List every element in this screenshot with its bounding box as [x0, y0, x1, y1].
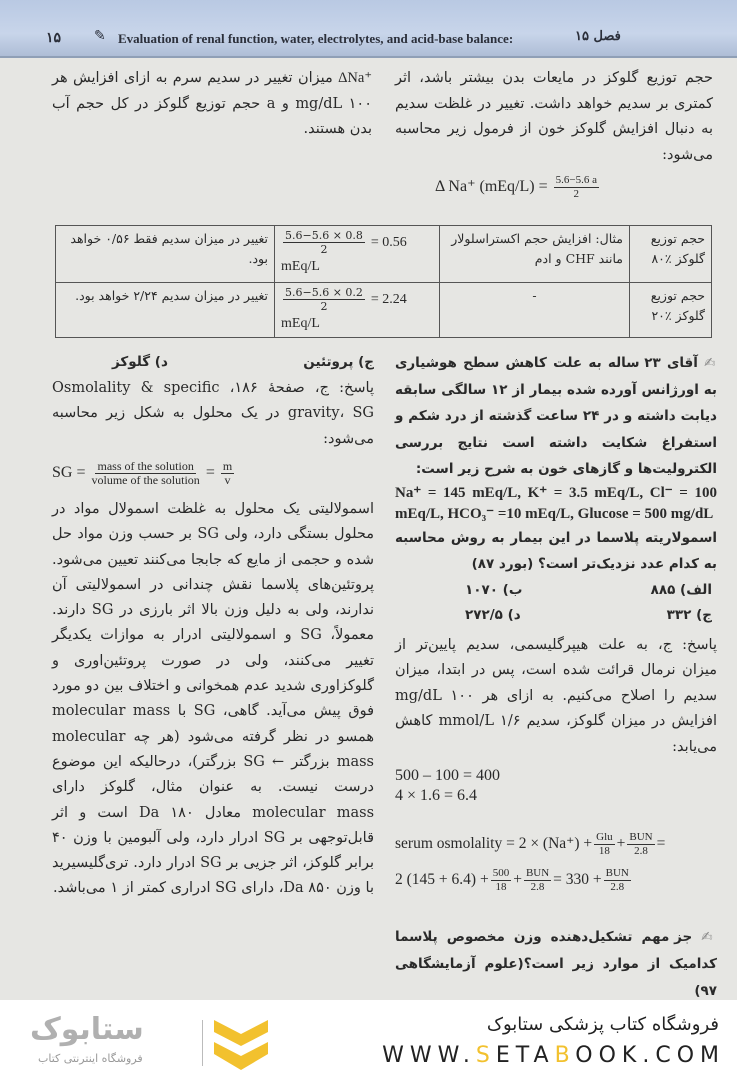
plus: + — [513, 871, 522, 888]
denominator: 18 — [495, 880, 507, 893]
running-header — [0, 0, 737, 58]
shop-url[interactable] — [382, 1043, 725, 1068]
option-b[interactable]: ب) ۱۰۷۰ — [465, 581, 523, 598]
right-intro — [395, 66, 713, 201]
setabook-logo — [30, 1012, 250, 1072]
option-c[interactable]: ج) پروتئین — [303, 354, 374, 370]
options-row — [395, 603, 717, 629]
paragraph: میزان تغییر در سدیم سرم به ازای افزایش هر ۱۰۰ mg/dL و a حجم توزیع گلوکز در کل حجم آب بدن هستند. — [52, 70, 372, 137]
formula-lhs: Δ Na⁺ (mEq/L) = — [435, 178, 548, 196]
question-text: آقای ۲۳ ساله به علت کاهش سطح هوشیاری به اورژانس آورده شده بیمار از ۱۲ سالگی سابقه دیابت داشته و در ۲۴ ساعت گذشته از درد شکم و استفراغ شکایت داشته است نتایج بررسی الکترولیت‌ها و گازهای خون به شرح زیر است: — [395, 355, 718, 477]
fraction — [554, 174, 599, 201]
shop-name: فروشگاه کتاب پزشکی ستابوک — [486, 1014, 719, 1035]
url-part: ETA — [495, 1043, 555, 1068]
answer-text: پاسخ: ج، صفحهٔ ۱۸۶، Osmolality & specific gravity، SG در یک محلول به شکل زیر محاسبه می‌شود: — [52, 379, 374, 447]
question-1 — [395, 350, 717, 483]
equals: = — [656, 835, 666, 852]
footer-banner — [0, 1000, 737, 1079]
url-part: WWW. — [382, 1043, 476, 1068]
cell-note: تغییر در میزان سدیم ۲/۲۴ خواهد بود. — [56, 283, 275, 338]
numerator: BUN — [629, 830, 653, 843]
paragraph: اسمولالیتی یک محلول به غلظت اسمولال مواد در محلول بستگی دارد، ولی SG بر حسب وزن مواد حل شده و حجمی از مایع که جابجا می‌کنند تعیین می‌شود. پروتئین‌های پلاسما نقش چندانی در اسمولالیتی آن ندارند، ولی به دلیل وزن بالا اثر بارزی در SG دارند. معمولاً، SG و اسمولالیتی ادرار به موازات یکدیگر تغییر می‌کنند، ولی در صورت پروتئین‌اوری و گلوکزاوری شدید عدم همخوانی و اختلاف بین دو مورد فوق پیش می‌آید. گاهی، SG با molecular mass همسو در نظر گرفته می‌شود (هر چه molecular mass بزرگتر ← SG بزرگتر)، درحالیکه این موضوع درست نیست. به عنوان مثال، گلوکز دارای molecular mass معادل ۱۸۰ Da است و اثر قابل‌توجهی بر SG ادرار دارد، ولی آلبومین با وزن ۴۰ برابر گلوکز، اثر جزیی بر SG ادرار دارد. تری‌گلیسیرید با وزن ۸۵۰ Da، دارای SG ادراری کمتر از ۱ می‌باشد. — [52, 501, 375, 897]
table-row — [56, 226, 712, 283]
question-stem: اسمولاریته پلاسما در این بیمار به روش محاسبه به کدام عدد نزدیک‌تر است؟ (بورد ۸۷) — [395, 529, 717, 572]
calc-line: 4 × 1.6 = 6.4 — [395, 787, 478, 804]
url-part: B — [554, 1043, 576, 1068]
numerator: mass of the solution — [97, 459, 194, 473]
cell-example: مثال: افزایش حجم اکستراسلولار مانند CHF و ادم — [440, 226, 630, 283]
numerator: 500 — [492, 866, 510, 879]
url-part: OOK.COM — [575, 1043, 725, 1068]
cell-label: حجم توزیع گلوکز ٪۸۰ — [630, 226, 712, 283]
result: = 2.24 mEq/L — [281, 292, 407, 331]
delta-na-formula — [395, 174, 713, 201]
options-row — [52, 350, 374, 376]
plus: + — [616, 835, 626, 852]
logo-subtitle: فروشگاه اینترنتی کتاب — [38, 1052, 143, 1065]
glucose-distribution-table — [55, 225, 712, 338]
numerator: 5.6−5.6 × 0.8 — [285, 229, 363, 242]
pen-icon: ✍ — [697, 355, 717, 371]
paragraph: حجم توزیع گلوکز در مایعات بدن بیشتر باشد، اثر کمتری بر سدیم خواهد داشت. تغییر در غلظت سدیم به دنبال افزایش گلوکز خون از فرمول زیر محاسبه می‌شود: — [395, 70, 713, 163]
numerator: m — [222, 459, 233, 473]
osm-lhs: serum osmolality = 2 × (Na⁺) + — [395, 835, 593, 852]
numerator: 5.6−5.6 a — [555, 174, 597, 186]
result: = 0.56 mEq/L — [281, 235, 407, 274]
sg-lhs: SG = — [52, 464, 86, 482]
osm-step: 2 (145 + 6.4) + — [395, 871, 489, 888]
logo-text: ستابوک — [30, 1012, 144, 1047]
option-d[interactable]: د) گلوکز — [112, 354, 168, 370]
denominator: 2 — [573, 188, 580, 200]
denominator: 2 — [320, 243, 328, 256]
left-intro — [52, 66, 372, 143]
chevron-logo-icon — [212, 1018, 270, 1072]
delta-na-symbol: ΔNa⁺ — [338, 70, 372, 86]
cell-example: - — [440, 283, 630, 338]
cell-label: حجم توزیع گلوکز ٪۲۰ — [630, 283, 712, 338]
pen-icon: ✍ — [692, 929, 717, 945]
denominator: 18 — [598, 844, 610, 857]
chapter-label: فصل ۱۵ — [575, 29, 621, 44]
denominator: 2 — [320, 300, 328, 313]
chapter-title: Evaluation of renal function, water, electrolytes, and acid-base balance: — [118, 31, 514, 46]
left-column — [52, 350, 374, 902]
numerator: 5.6−5.6 × 0.2 — [285, 286, 363, 299]
denominator: 2.8 — [610, 880, 625, 893]
numerator: BUN — [605, 866, 629, 879]
divider — [202, 1020, 203, 1066]
calc-lines — [395, 766, 717, 806]
denominator: volume of the solution — [91, 473, 200, 487]
cell-formula — [275, 226, 440, 283]
denominator: 2.8 — [634, 844, 648, 857]
numerator: Glu — [596, 830, 613, 843]
table-row — [56, 283, 712, 338]
option-d[interactable]: د) ۲۷۲/۵ — [465, 607, 521, 623]
question-2 — [395, 924, 717, 1005]
result: = 330 + — [553, 871, 602, 888]
option-a[interactable]: الف) ۸۸۵ — [650, 581, 712, 598]
option-c[interactable]: ج) ۳۳۲ — [666, 607, 712, 623]
sg-formula: SG = $\frac{\text{mass of the solution}}{\text{volume of the solution}}$ = $\frac{m}{v}$ — [52, 459, 233, 487]
calc-line: 500 – 100 = 400 — [395, 767, 501, 784]
question-text: جز مهم تشکیل‌دهنده وزن مخصوص پلاسما کدامیک از موارد زیر است؟(علوم آزمایشگاهی ۹۷) — [395, 929, 717, 999]
denominator: v — [224, 473, 231, 487]
osmolality-formula — [395, 826, 717, 898]
answer-text: پاسخ: ج، به علت هیپرگلیسمی، سدیم پایین‌تر از میزان نرمال قرائت شده است، پس در ابتدا، میزان سدیم را اصلاح می‌کنیم. به ازای هر ۱۰۰ mg/dL افزایش در میزان گلوکز، سدیم ۱/۶ mmol/L کاهش می‌یابد: — [395, 636, 717, 755]
book-icon: ✎ — [94, 28, 106, 44]
options-row — [395, 578, 717, 604]
denominator: 2.8 — [530, 880, 545, 893]
right-column — [395, 350, 717, 1005]
cell-note: تغییر در میزان سدیم فقط ۰/۵۶ خواهد بود. — [56, 226, 275, 283]
cell-formula — [275, 283, 440, 338]
lab-values: Na⁺ = 145 mEq/L, K⁺ = 3.5 mEq/L, Cl⁻ = 100 mEq/L, HCO₃⁻ =10 mEq/L, Glucose = 500 mg/dL — [395, 484, 717, 522]
numerator: BUN — [525, 866, 550, 879]
url-part: S — [475, 1043, 496, 1068]
page-number: ۱۵ — [46, 30, 62, 46]
